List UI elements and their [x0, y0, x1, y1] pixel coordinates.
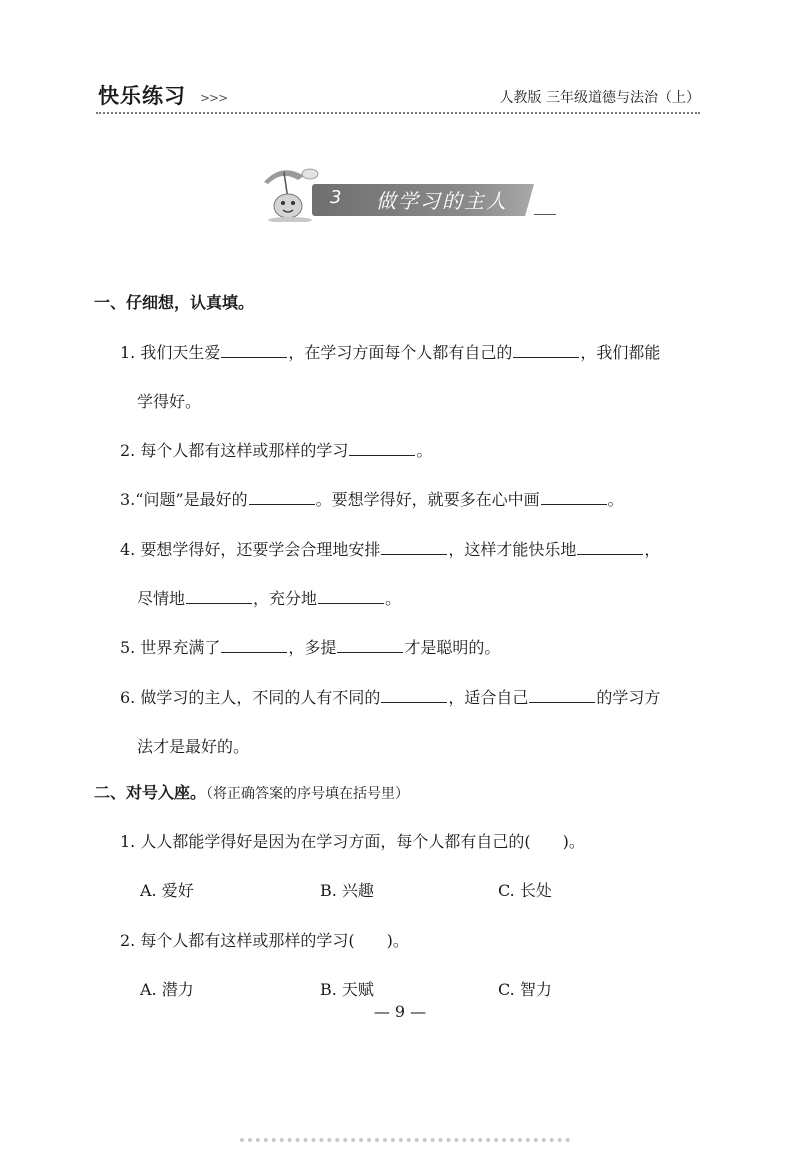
lesson-title: 做学习的主人 — [376, 189, 508, 213]
q4-cont-b: ，充分地 — [253, 589, 318, 608]
q6-text-a: 6. 做学习的主人，不同的人有不同的 — [120, 688, 381, 707]
lesson-banner — [258, 160, 558, 222]
q1-text-a: 1. 我们天生爱 — [120, 343, 221, 362]
question-2-1: 1. 人人都能学得好是因为在学习方面，每个人都有自己的( )。 — [120, 832, 585, 851]
answer-blank[interactable] — [318, 589, 384, 604]
q1-text-b: ，在学习方面每个人都有自己的 — [288, 343, 513, 362]
section2-heading — [94, 780, 409, 803]
section2-title: 二、对号入座。 — [94, 783, 207, 802]
q6-text-b: ，适合自己 — [448, 688, 529, 707]
q1-text-c: ，我们都能 — [580, 343, 661, 362]
answer-blank[interactable] — [513, 343, 579, 358]
answer-blank[interactable] — [541, 490, 607, 505]
question-1-1 — [120, 340, 660, 363]
q3-text-a: 3.“问题”是最好的 — [120, 490, 248, 509]
section2-instruction: （将正确答案的序号填在括号里） — [206, 786, 410, 802]
q4-text-b: ，这样才能快乐地 — [448, 540, 577, 559]
option-a[interactable]: A. 潜力 — [140, 980, 194, 999]
answer-blank[interactable] — [186, 589, 252, 604]
option-c[interactable]: C. 长处 — [498, 881, 552, 900]
question-1-6 — [120, 685, 660, 708]
option-b[interactable]: B. 天赋 — [320, 980, 374, 999]
q5-text-b: ，多提 — [288, 638, 337, 657]
answer-blank[interactable] — [221, 343, 287, 358]
q6-text-c: 的学习方 — [596, 688, 661, 707]
answer-blank[interactable] — [221, 638, 287, 653]
question-1-3 — [120, 487, 624, 510]
q5-text-c: 才是聪明的。 — [404, 638, 501, 657]
footer-faint-mark — [240, 1138, 570, 1142]
q4-text-a: 4. 要想学得好，还要学会合理地安排 — [120, 540, 381, 559]
edition-label: 人教版 三年级道德与法治（上） — [499, 90, 700, 106]
q4-cont-a: 尽情地 — [137, 589, 186, 608]
q3-text-c: 。 — [607, 490, 624, 509]
series-title: 快乐练习 — [98, 84, 186, 108]
header-divider — [96, 112, 700, 114]
answer-blank[interactable] — [337, 638, 403, 653]
question-1-5 — [120, 635, 500, 658]
ribbon-underline — [534, 214, 556, 215]
page-header — [96, 74, 700, 114]
question-1-4-cont — [137, 586, 401, 609]
question-1-4 — [120, 537, 660, 560]
answer-blank[interactable] — [381, 540, 447, 555]
section1-heading: 一、仔细想，认真填。 — [94, 293, 255, 312]
page-number: — 9 — — [373, 1002, 427, 1021]
option-a[interactable]: A. 爱好 — [140, 881, 194, 900]
question-2-2: 2. 每个人都有这样或那样的学习( )。 — [120, 931, 409, 950]
question-1-2 — [120, 438, 432, 461]
option-c[interactable]: C. 智力 — [498, 980, 552, 999]
option-b[interactable]: B. 兴趣 — [320, 881, 374, 900]
q2-text-a: 2. 每个人都有这样或那样的学习 — [120, 441, 349, 460]
question-1-1-cont: 学得好。 — [137, 392, 202, 411]
q5-text-a: 5. 世界充满了 — [120, 638, 221, 657]
question-1-6-cont: 法才是最好的。 — [137, 737, 250, 756]
q2-text-b: 。 — [416, 441, 433, 460]
q4-text-c: ， — [644, 540, 661, 559]
q4-cont-c: 。 — [385, 589, 402, 608]
answer-blank[interactable] — [529, 688, 595, 703]
lesson-number: 3 — [330, 187, 342, 208]
chevron-decoration-icon: >>> — [200, 91, 228, 105]
answer-blank[interactable] — [381, 688, 447, 703]
answer-blank[interactable] — [349, 441, 415, 456]
answer-blank[interactable] — [577, 540, 643, 555]
answer-blank[interactable] — [249, 490, 315, 505]
q3-text-b: 。要想学得好，就要多在心中画 — [315, 490, 540, 509]
